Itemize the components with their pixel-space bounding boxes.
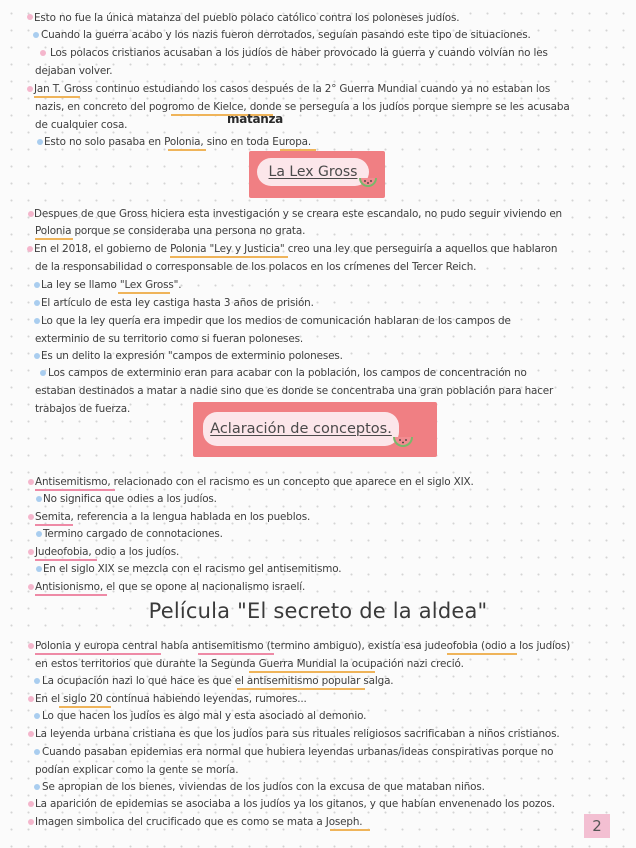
- bullet-pink: [28, 584, 34, 590]
- bullet-pink: [28, 549, 34, 555]
- highlight-underline: [198, 653, 274, 655]
- highlight-underline: [35, 524, 73, 526]
- bullet-pink: [28, 479, 34, 485]
- bullet-pink: [28, 731, 34, 737]
- note-line: Judeofobia, odio a los judíos.: [35, 546, 180, 558]
- bullet-blue: [34, 318, 40, 324]
- bullet-blue: [36, 531, 42, 537]
- bullet-blue: [34, 713, 40, 719]
- bullet-blue: [36, 566, 42, 572]
- note-line: podían explicar como la gente se moría.: [35, 764, 239, 776]
- bullet-blue: [34, 282, 40, 288]
- bullet-pink: [27, 86, 33, 92]
- note-line: En el siglo 20 continua habiendo leyendas, rumores...: [35, 693, 307, 705]
- bullet-pink: [27, 246, 33, 252]
- highlight-underline: [34, 96, 80, 98]
- highlight-underline: [168, 149, 206, 151]
- bullet-pink: [28, 696, 34, 702]
- highlight-underline: [35, 594, 107, 596]
- note-line: Esto no solo pasaba en Polonia, sino en toda Europa.: [44, 136, 312, 148]
- note-line: En el 2018, el gobierno de Polonia "Ley y Justicia" creo una ley que perseguiría a aquellos que hablaron: [34, 243, 558, 255]
- highlight-underline: [330, 829, 370, 831]
- note-line: Cuando la guerra acabo y los nazis fueron derrotados, seguían pasando este tipo de situaciones.: [41, 29, 531, 41]
- note-line: Jan T. Gross continuo estudiando los casos después de la 2° Guerra Mundial cuando ya no estaban los: [34, 83, 551, 95]
- page-number: 2: [584, 814, 610, 838]
- highlight-underline: [35, 653, 161, 655]
- note-line: Despues de que Gross hiciera esta investigación y se creara este escandalo, no pudo seguir viviendo en: [34, 208, 562, 220]
- note-line: La ocupación nazi lo que hace es que el antisemitismo popular salga.: [42, 675, 394, 687]
- note-line: dejaban volver.: [35, 65, 113, 77]
- note-line: En el siglo XIX se mezcla con el racismo gel antisemitismo.: [43, 563, 342, 575]
- heading-lex-gross: [257, 158, 369, 186]
- heading-text: Aclaración de conceptos.: [210, 421, 392, 437]
- heading-conceptos: [203, 412, 399, 446]
- note-line: El artículo de esta ley castiga hasta 3 años de prisión.: [41, 297, 314, 309]
- watermelon-icon: [392, 436, 414, 451]
- note-line: Polonia porque se consideraba una persona no grata.: [35, 225, 306, 237]
- note-line: de cualquier cosa.: [35, 119, 128, 131]
- note-line: exterminio de su territorio como si fueran poloneses.: [35, 333, 303, 345]
- highlight-underline: [35, 238, 73, 240]
- bullet-pink: [28, 643, 34, 649]
- note-line: Es un delito la expresión "campos de exterminio poloneses.: [41, 350, 343, 362]
- bullet-blue: [37, 139, 43, 145]
- watermelon-icon: [358, 177, 378, 191]
- highlight-underline: [35, 489, 115, 491]
- bullet-blue: [36, 496, 42, 502]
- bullet-blue: [34, 749, 40, 755]
- note-line: La aparición de epidemias se asociaba a los judíos ya los gitanos, y que habían envenenado los pozos.: [35, 798, 555, 810]
- note-line: La ley se llamo "Lex Gross".: [41, 279, 182, 291]
- note-line: Cuando pasaban epidemias era normal que hubiera leyendas urbanas/ideas conspirativas porque no: [42, 746, 554, 758]
- highlight-underline: [59, 706, 111, 708]
- note-line: Lo que hacen los judíos es algo mal y esta asociado al demonio.: [42, 710, 367, 722]
- note-line: La leyenda urbana cristiana es que los judíos para sus rituales religiosos sacrificaban a niños cristianos.: [35, 728, 560, 740]
- highlight-underline: [35, 559, 97, 561]
- highlight-underline: [249, 671, 375, 673]
- highlight-underline: [447, 653, 517, 655]
- bullet-blue: [34, 353, 40, 359]
- note-line: Imagen simbolica del crucificado que es como se mata a Joseph.: [35, 816, 363, 828]
- note-line: trabajos de fuerza.: [35, 403, 131, 415]
- note-line: Los polacos cristianos acusaban a los judíos de haber provocado la guerra y cuando volvían no les: [50, 47, 548, 59]
- bullet-blue: [40, 370, 46, 376]
- note-line: Los campos de exterminio eran para acabar con la población, los campos de concentración no: [48, 367, 527, 379]
- bullet-blue: [33, 32, 39, 38]
- bullet-blue: [34, 784, 40, 790]
- note-line: nazis, en concreto del pogromo de Kielce, donde se perseguía a los judíos porque siempre se les acusaba: [35, 101, 570, 113]
- note-line: Antisionismo, el que se opone al nacionalismo israelí.: [35, 581, 306, 593]
- note-line: No significa que odies a los judíos.: [43, 493, 217, 505]
- highlight-underline: [237, 688, 365, 690]
- bullet-pink: [27, 14, 33, 20]
- bullet-pink: [28, 514, 34, 520]
- note-line: Termino cargado de connotaciones.: [43, 528, 223, 540]
- note-line: en estos territorios que durante la Segunda Guerra Mundial la ocupación nazi creció.: [35, 658, 464, 670]
- bullet-blue: [34, 300, 40, 306]
- highlight-underline: [118, 292, 170, 294]
- note-line: Polonia y europa central había antisemitismo (termino ambiguo), existía esa judeofobia (odio a los judíos): [35, 640, 571, 652]
- note-line: Antisemitismo, relacionado con el racismo es un concepto que aparece en el siglo XIX.: [35, 476, 474, 488]
- bullet-pink: [28, 819, 34, 825]
- note-line: de la responsabilidad o corresponsable de los polacos en los crímenes del Tercer Reich.: [35, 261, 477, 273]
- note-line: Semita, referencia a la lengua hablada en los pueblos.: [35, 511, 311, 523]
- bullet-blue: [34, 678, 40, 684]
- bullet-pink: [28, 801, 34, 807]
- note-line: Se apropian de los bienes, viviendas de los judíos con la excusa de que mataban niños.: [42, 781, 485, 793]
- heading-text: La Lex Gross: [268, 164, 358, 180]
- highlight-underline: [170, 256, 288, 258]
- handwritten-annotation: matanza: [227, 112, 283, 126]
- note-line: Esto no fue la única matanza del pueblo polaco católico contra los poloneses judíos.: [34, 12, 460, 24]
- note-line: estaban destinados a matar a nadie sino que es donde se concentraba una gran población para hacer: [35, 385, 554, 397]
- movie-heading: Película "El secreto de la aldea": [148, 599, 488, 623]
- bullet-pink: [40, 50, 46, 56]
- note-line: Lo que la ley quería era impedir que los medios de comunicación hablaran de los campos de: [41, 315, 511, 327]
